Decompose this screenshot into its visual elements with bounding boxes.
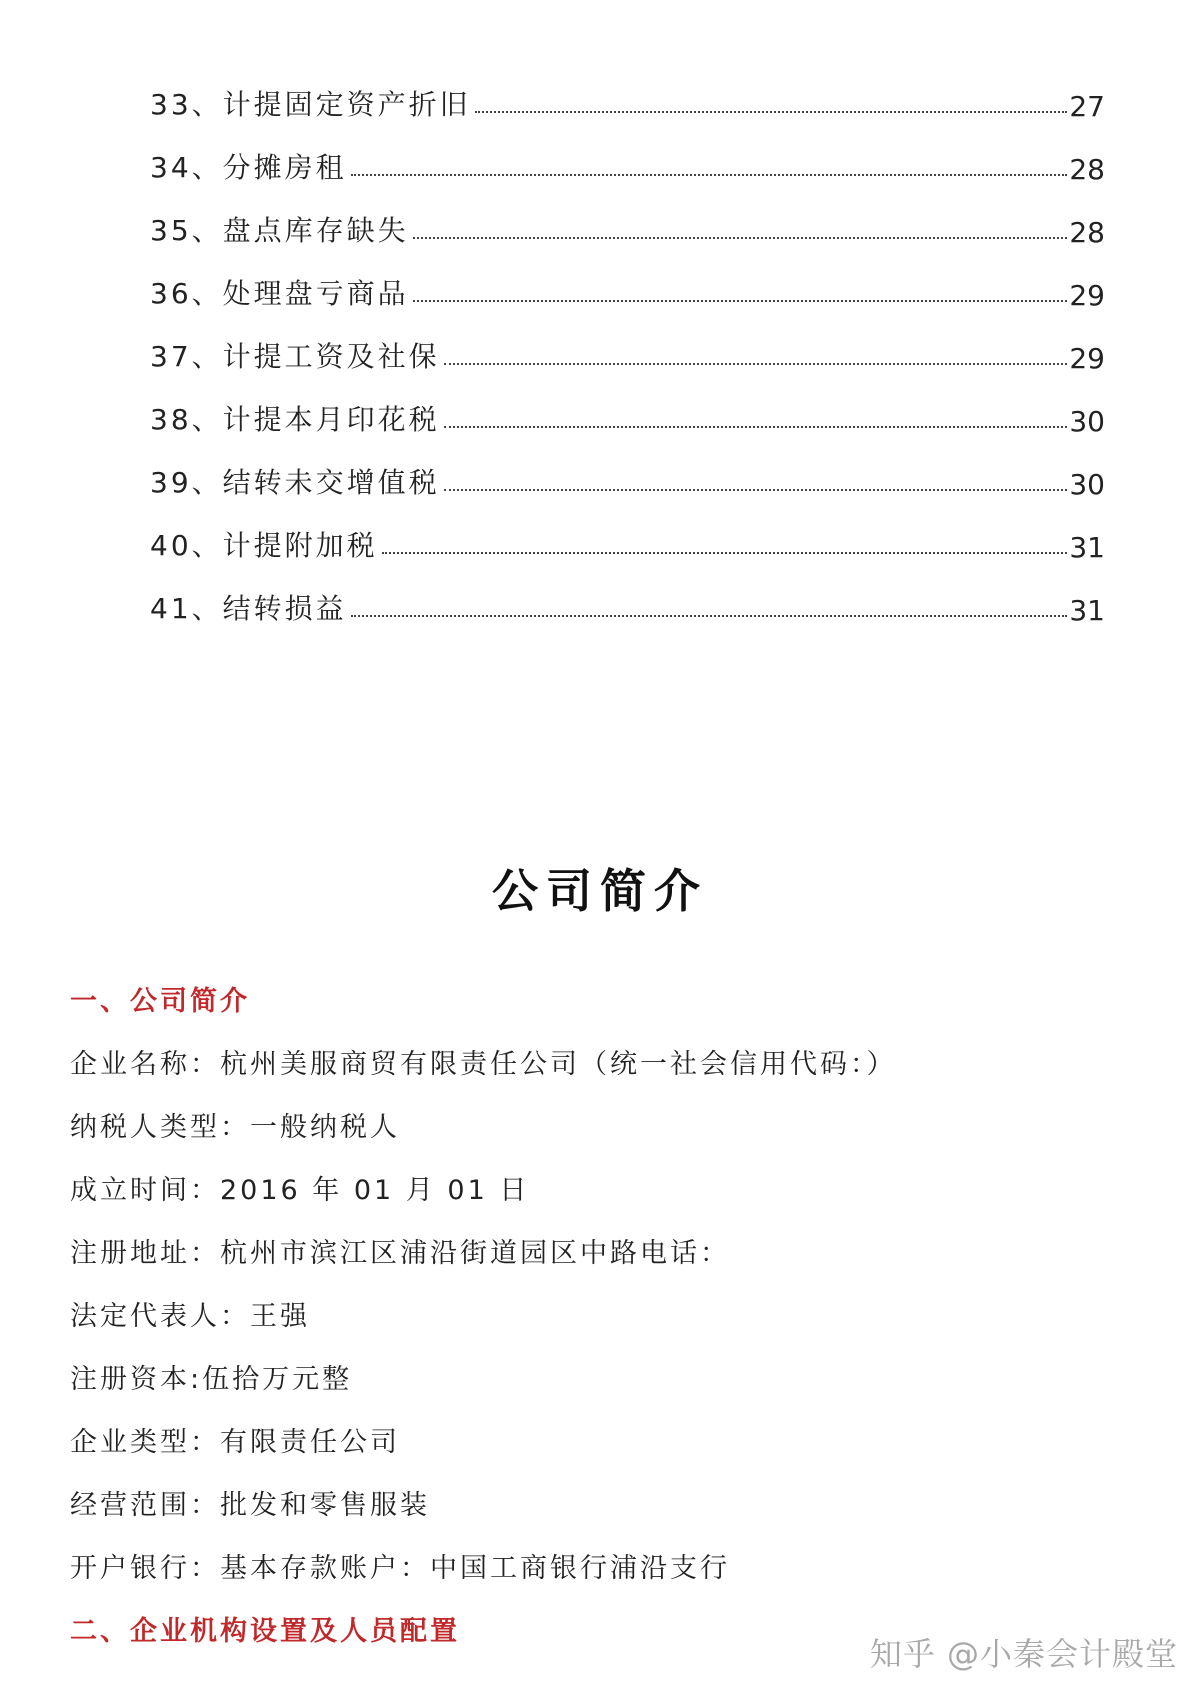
toc-leader-dots xyxy=(475,111,1068,113)
toc-item[interactable] xyxy=(150,501,1105,564)
toc-leader-dots xyxy=(382,552,1068,554)
toc-item[interactable] xyxy=(150,60,1105,123)
toc-item-page: 30 xyxy=(1069,405,1105,438)
page-title: 公司简介 xyxy=(492,864,708,918)
section-heading-organization: 二、企业机构设置及人员配置 xyxy=(70,1616,460,1647)
toc-item-label: 36、处理盘亏商品 xyxy=(150,277,409,310)
toc-leader-dots xyxy=(351,615,1068,617)
toc-item-label: 37、计提工资及社保 xyxy=(150,340,440,373)
toc-item[interactable] xyxy=(150,186,1105,249)
toc-item-label: 33、计提固定资产折旧 xyxy=(150,88,471,121)
toc-leader-dots xyxy=(444,489,1068,491)
info-legal-representative: 法定代表人：王强 xyxy=(70,1301,310,1332)
toc-item[interactable] xyxy=(150,564,1105,627)
toc-item-page: 27 xyxy=(1069,90,1105,123)
toc-leader-dots xyxy=(413,237,1068,239)
info-registered-address: 注册地址：杭州市滨江区浦沿街道园区中路电话： xyxy=(70,1238,730,1269)
toc-item-page: 31 xyxy=(1069,594,1105,627)
toc-leader-dots xyxy=(444,363,1068,365)
toc-leader-dots xyxy=(351,174,1068,176)
toc-item[interactable] xyxy=(150,123,1105,186)
zhihu-watermark: 知乎 @小秦会计殿堂 xyxy=(869,1635,1178,1673)
toc-item[interactable] xyxy=(150,438,1105,501)
toc-item-label: 38、计提本月印花税 xyxy=(150,403,440,436)
toc-item-page: 29 xyxy=(1069,342,1105,375)
info-company-name: 企业名称：杭州美服商贸有限责任公司（统一社会信用代码：） xyxy=(70,1049,897,1080)
info-company-type: 企业类型：有限责任公司 xyxy=(70,1427,400,1458)
toc-leader-dots xyxy=(444,426,1068,428)
toc-item-page: 28 xyxy=(1069,153,1105,186)
info-business-scope: 经营范围：批发和零售服装 xyxy=(70,1490,430,1521)
toc-item-page: 29 xyxy=(1069,279,1105,312)
toc-item-label: 40、计提附加税 xyxy=(150,529,378,562)
toc-item-label: 41、结转损益 xyxy=(150,592,347,625)
info-established-date: 成立时间：2016 年 01 月 01 日 xyxy=(70,1175,530,1206)
toc-item[interactable] xyxy=(150,249,1105,312)
toc-item[interactable] xyxy=(150,375,1105,438)
section-heading-company-profile: 一、公司简介 xyxy=(70,986,250,1017)
info-taxpayer-type: 纳税人类型：一般纳税人 xyxy=(70,1112,400,1143)
company-profile xyxy=(70,970,1130,1663)
table-of-contents xyxy=(150,60,1105,627)
toc-item-page: 30 xyxy=(1069,468,1105,501)
toc-item-label: 35、盘点库存缺失 xyxy=(150,214,409,247)
toc-item-label: 39、结转未交增值税 xyxy=(150,466,440,499)
toc-item-page: 28 xyxy=(1069,216,1105,249)
info-bank-account: 开户银行：基本存款账户：中国工商银行浦沿支行 xyxy=(70,1553,730,1584)
toc-item-page: 31 xyxy=(1069,531,1105,564)
info-registered-capital: 注册资本:伍拾万元整 xyxy=(70,1364,353,1395)
toc-leader-dots xyxy=(413,300,1068,302)
toc-item-label: 34、分摊房租 xyxy=(150,151,347,184)
toc-item[interactable] xyxy=(150,312,1105,375)
